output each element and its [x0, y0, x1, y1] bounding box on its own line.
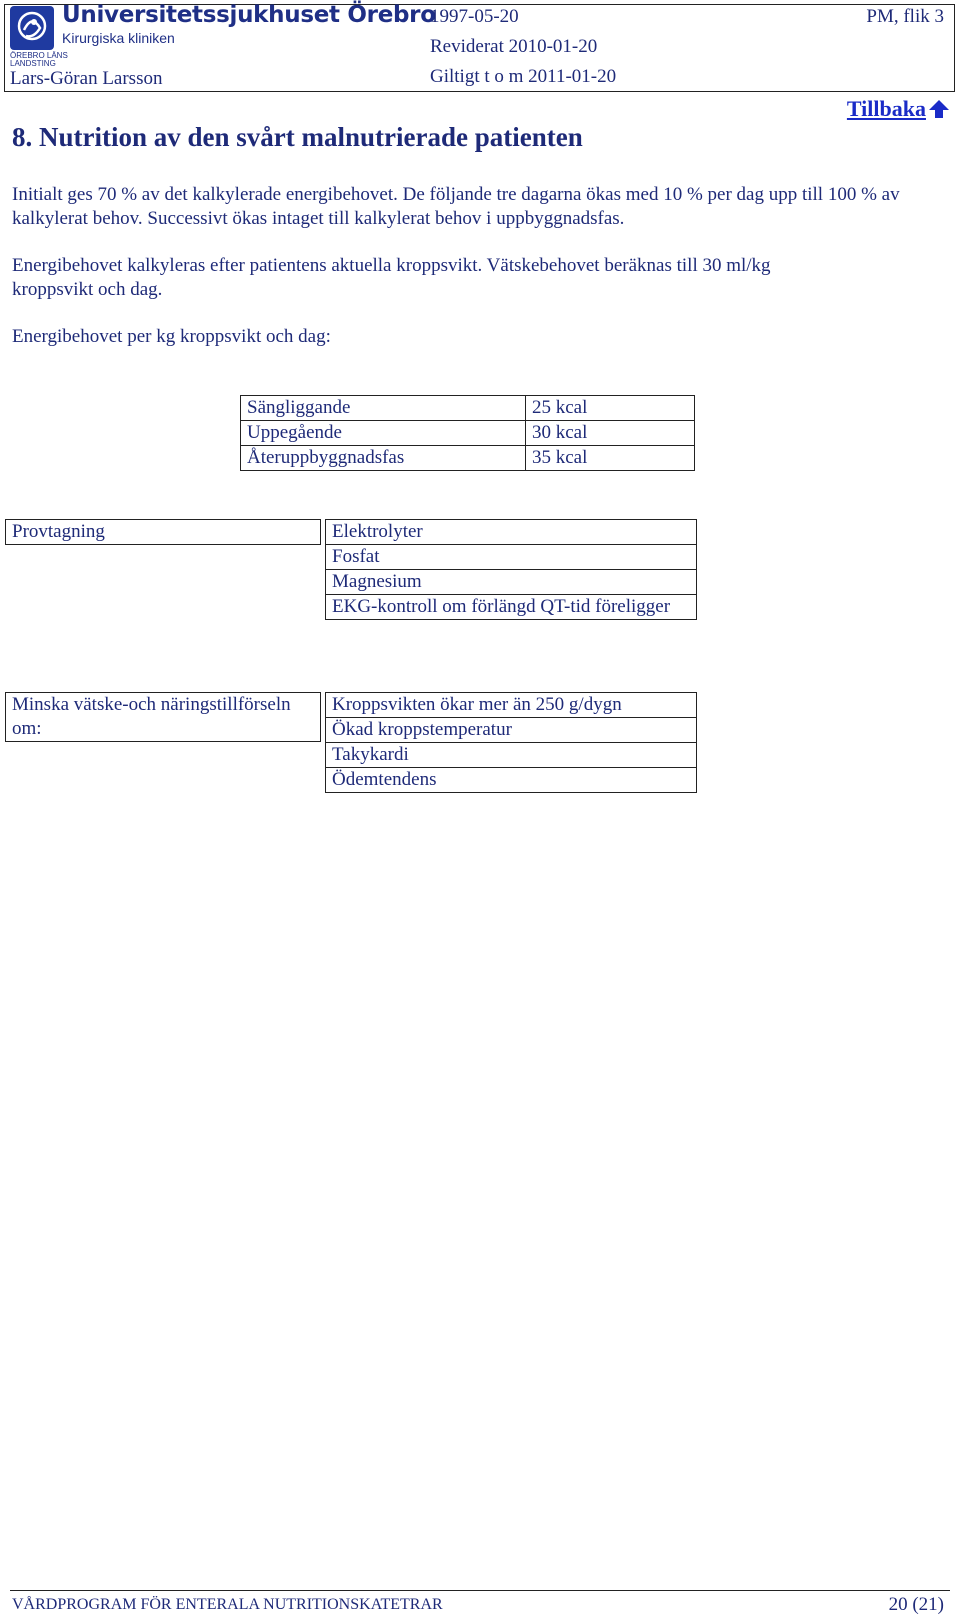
kcal-cell: 25 kcal: [526, 396, 695, 421]
list-item: Takykardi: [326, 743, 697, 768]
clinic-name: Kirurgiska kliniken: [62, 30, 175, 46]
kcal-cell: 30 kcal: [526, 421, 695, 446]
kcal-cell: 35 kcal: [526, 446, 695, 471]
energy-paragraph: Energibehovet kalkyleras efter patientens aktuella kroppsvikt. Vätskebehovet beräknas till 30 ml/kg kroppsvikt och dag.: [12, 255, 771, 300]
list-item: Fosfat: [326, 545, 697, 570]
list-item: EKG-kontroll om förlängd QT-tid föreligger: [326, 595, 697, 620]
hospital-logo-icon: [10, 6, 54, 50]
reduce-label-table: [5, 692, 321, 742]
energy-table: [240, 395, 695, 471]
activity-cell: Uppegående: [241, 421, 526, 446]
list-item: Ödemtendens: [326, 768, 697, 793]
table-row: [241, 396, 695, 421]
sampling-table: [325, 519, 697, 620]
revised-date: Reviderat 2010-01-20: [430, 36, 598, 57]
pm-tab: PM, flik 3: [866, 6, 944, 27]
arrow-up-icon: [928, 99, 950, 119]
page-number: 20 (21): [888, 1594, 944, 1615]
document-date: 1997-05-20: [430, 6, 519, 27]
energy-table-caption: Energibehovet per kg kroppsvikt och dag:: [12, 326, 331, 347]
back-link-label: Tillbaka: [846, 96, 926, 121]
intro-paragraph: Initialt ges 70 % av det kalkylerade energibehovet. De följande tre dagarna ökas med 10 % per dag upp till 100 % av kalkylerat behov. Successivt ökas intaget till kalkylerat behov i uppbyggnadsfas.: [12, 184, 900, 229]
valid-until: Giltigt t o m 2011-01-20: [430, 66, 617, 87]
activity-cell: Återuppbyggnadsfas: [241, 446, 526, 471]
table-row: [241, 446, 695, 471]
footer-doc-title: VÅRDPROGRAM FÖR ENTERALA NUTRITIONSKATETRAR: [12, 1596, 443, 1613]
reduce-table: [325, 692, 697, 793]
back-link[interactable]: [847, 96, 950, 122]
author-name: Lars-Göran Larsson: [10, 68, 163, 89]
table-row: [241, 421, 695, 446]
sampling-label: Provtagning: [6, 520, 321, 545]
footer-divider: [10, 1590, 950, 1591]
reduce-label: Minska vätske-och näringstillförseln om:: [6, 693, 321, 742]
list-item: Ökad kroppstemperatur: [326, 718, 697, 743]
list-item: Elektrolyter: [326, 520, 697, 545]
list-item: Magnesium: [326, 570, 697, 595]
list-item: Kroppsvikten ökar mer än 250 g/dygn: [326, 693, 697, 718]
activity-cell: Sängliggande: [241, 396, 526, 421]
sampling-label-table: [5, 519, 321, 545]
county-name: ÖREBRO LÄNS LANDSTING: [10, 51, 68, 68]
org-name: Universitetssjukhuset Örebro: [62, 2, 436, 28]
page-title: 8. Nutrition av den svårt malnutrierade patienten: [12, 122, 583, 152]
